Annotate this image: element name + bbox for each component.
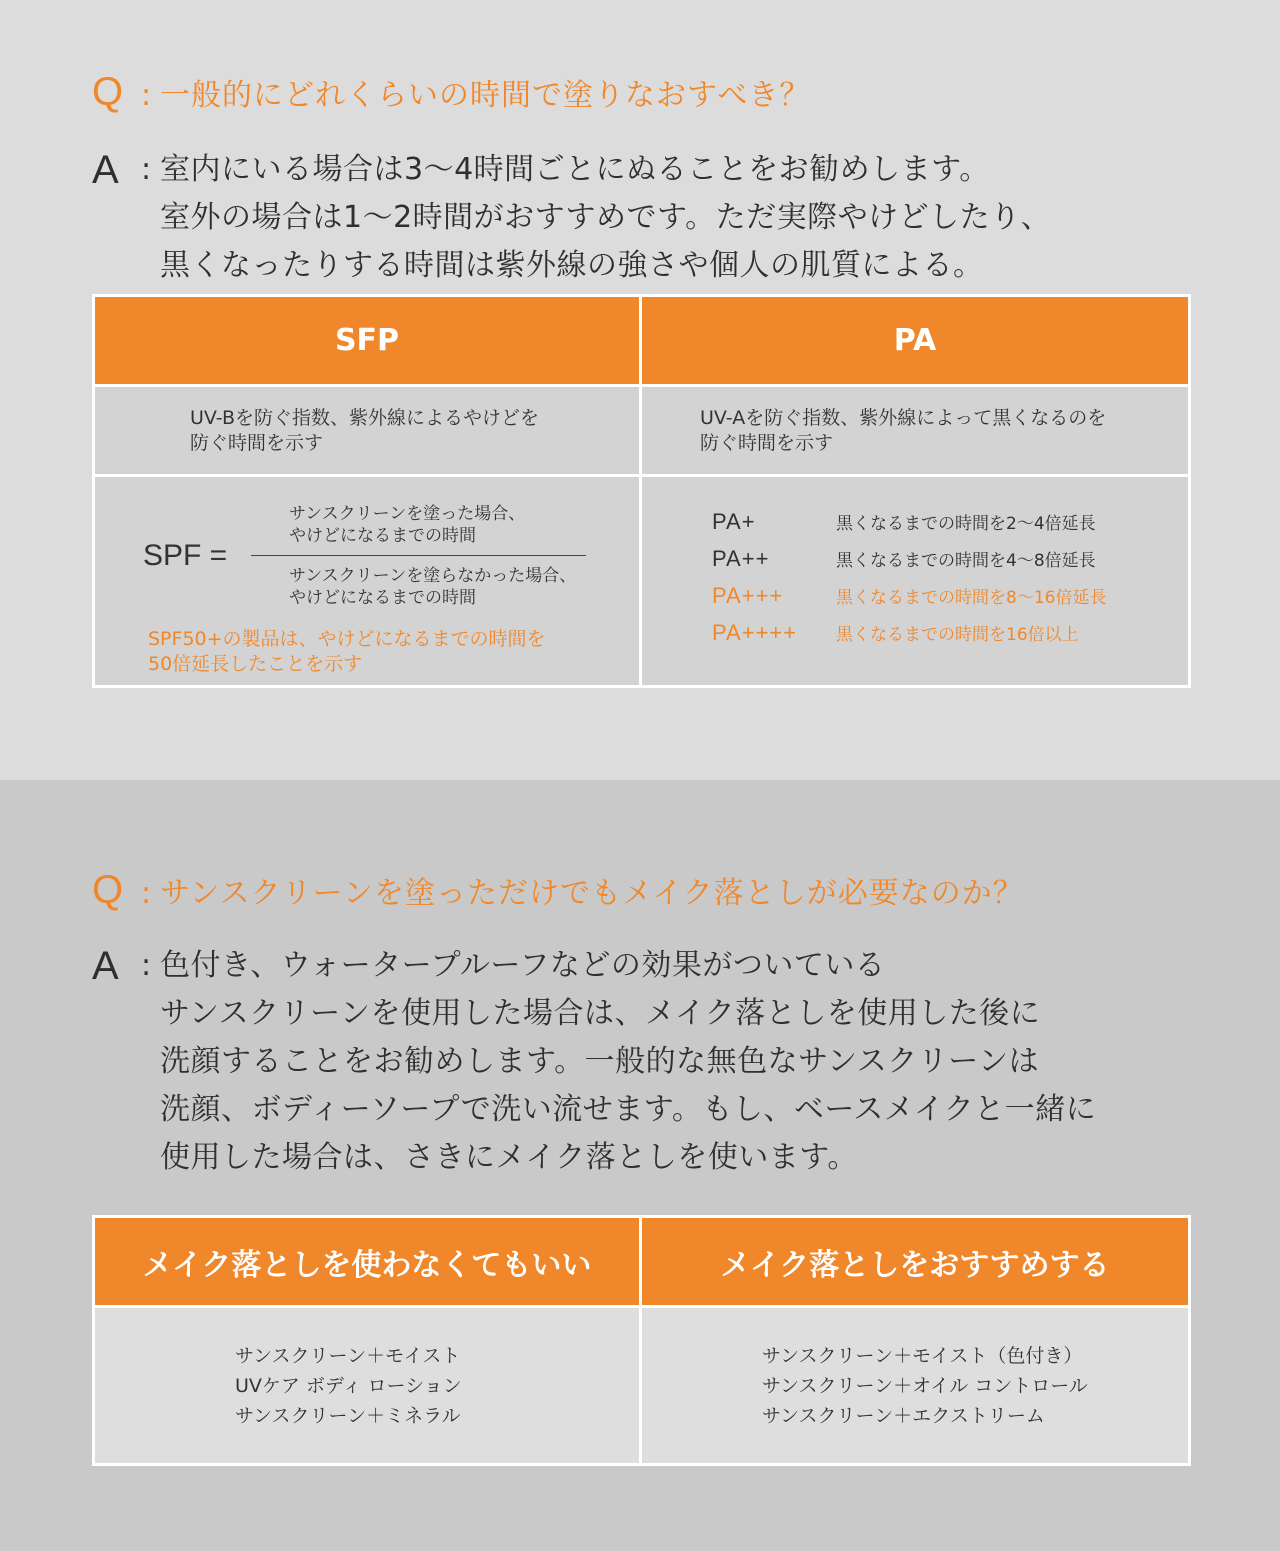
formula-fraction xyxy=(251,503,586,609)
numerator-line: サンスクリーンを塗った場合、 xyxy=(289,504,526,524)
product-item: サンスクリーン＋オイル コントロール xyxy=(762,1374,1088,1397)
answer-2 xyxy=(92,942,1096,1182)
desc-line: 防ぐ時間を示す xyxy=(700,431,834,454)
a-colon: : xyxy=(140,152,152,187)
a-mark: A xyxy=(92,944,119,988)
answer-line: サンスクリーンを使用した場合は、メイク落としを使用した後に xyxy=(160,996,1041,1031)
q-mark: Q xyxy=(92,868,124,912)
pa-description xyxy=(642,406,1188,456)
product-item: サンスクリーン＋エクストリーム xyxy=(762,1404,1045,1427)
formula-label: SPF = xyxy=(143,539,228,572)
pa-level: PA+++ xyxy=(712,583,784,608)
recommend-remover-products-cell xyxy=(641,1307,1190,1465)
makeup-remover-table xyxy=(92,1215,1191,1466)
pa-level-row xyxy=(712,546,1188,583)
pa-level-desc: 黒くなるまでの時間を16倍以上 xyxy=(836,625,1079,645)
answer-line: 室内にいる場合は3〜4時間ごとにぬることをお勧めします。 xyxy=(160,152,990,187)
pa-level-row xyxy=(712,620,1188,657)
denominator-line: サンスクリーンを塗らなかった場合、 xyxy=(289,566,577,586)
note-line: SPF50+の製品は、やけどになるまでの時間を xyxy=(148,628,546,650)
question-text: サンスクリーンを塗っただけでもメイク落としが必要なのか？ xyxy=(160,876,1024,911)
spf-formula-cell xyxy=(94,476,641,687)
no-remover-products-cell xyxy=(94,1307,641,1465)
pa-level-desc: 黒くなるまでの時間を4〜8倍延長 xyxy=(836,551,1096,571)
numerator xyxy=(251,503,586,547)
spf-pa-table xyxy=(92,294,1191,688)
pa-level: PA+ xyxy=(712,509,756,534)
section-makeup-remover xyxy=(0,780,1280,1551)
answer-line: 洗顔、ボディーソープで洗い流せます。もし、ベースメイクと一緒に xyxy=(160,1092,1097,1127)
answer-line: 黒くなったりする時間は紫外線の強さや個人の肌質による。 xyxy=(160,248,984,283)
pa-level-desc: 黒くなるまでの時間を8〜16倍延長 xyxy=(836,588,1107,608)
answer-text xyxy=(160,146,1051,290)
product-item: サンスクリーン＋ミネラル xyxy=(235,1404,461,1427)
desc-line: UV-Bを防ぐ指数、紫外線によるやけどを xyxy=(190,406,540,429)
pa-level-list xyxy=(642,505,1188,657)
desc-line: UV-Aを防ぐ指数、紫外線によって黒くなるのを xyxy=(700,406,1107,429)
header-sfp: SFP xyxy=(94,296,641,386)
a-mark: A xyxy=(92,148,119,192)
product-item: サンスクリーン＋モイスト（色付き） xyxy=(762,1344,1083,1367)
denominator xyxy=(251,565,586,609)
pa-level-row xyxy=(712,583,1188,620)
answer-line: 色付き、ウォータープルーフなどの効果がついている xyxy=(160,948,886,983)
no-remover-product-list xyxy=(95,1341,639,1431)
pa-level: PA++++ xyxy=(712,620,798,645)
pa-levels-cell xyxy=(641,476,1190,687)
question-2 xyxy=(92,868,1024,913)
answer-line: 使用した場合は、さきにメイク落としを使います。 xyxy=(160,1140,858,1175)
pa-level: PA++ xyxy=(712,546,770,571)
note-line: 50倍延長したことを示す xyxy=(148,653,363,675)
a-colon: : xyxy=(140,948,152,983)
pa-level-desc: 黒くなるまでの時間を2〜4倍延長 xyxy=(836,514,1096,534)
product-item: サンスクリーン＋モイスト xyxy=(235,1344,461,1367)
q-colon: : xyxy=(140,876,152,911)
q-mark: Q xyxy=(92,70,124,114)
product-item: UVケア ボディ ローション xyxy=(235,1374,462,1397)
answer-1 xyxy=(92,146,1051,290)
fraction-bar xyxy=(251,555,586,556)
pa-description-cell xyxy=(641,386,1190,476)
answer-line: 室外の場合は1〜2時間がおすすめです。ただ実際やけどしたり、 xyxy=(160,200,1052,235)
question-1 xyxy=(92,70,810,115)
spf-formula-box xyxy=(95,477,639,685)
question-text: 一般的にどれくらいの時間で塗りなおすべき？ xyxy=(160,78,811,113)
spf50-note xyxy=(148,627,546,677)
numerator-line: やけどになるまでの時間 xyxy=(289,526,476,546)
recommend-remover-product-list xyxy=(642,1341,1188,1431)
sfp-description xyxy=(95,406,639,456)
q-colon: : xyxy=(140,78,152,113)
answer-text xyxy=(160,942,1096,1182)
denominator-line: やけどになるまでの時間 xyxy=(289,588,476,608)
sfp-description-cell xyxy=(94,386,641,476)
header-pa: PA xyxy=(641,296,1190,386)
header-recommend-remover: メイク落としをおすすめする xyxy=(641,1217,1190,1307)
desc-line: 防ぐ時間を示す xyxy=(190,431,324,454)
header-no-remover: メイク落としを使わなくてもいい xyxy=(94,1217,641,1307)
pa-level-row xyxy=(712,509,1188,546)
answer-line: 洗顔することをお勧めします。一般的な無色なサンスクリーンは xyxy=(160,1044,1040,1079)
